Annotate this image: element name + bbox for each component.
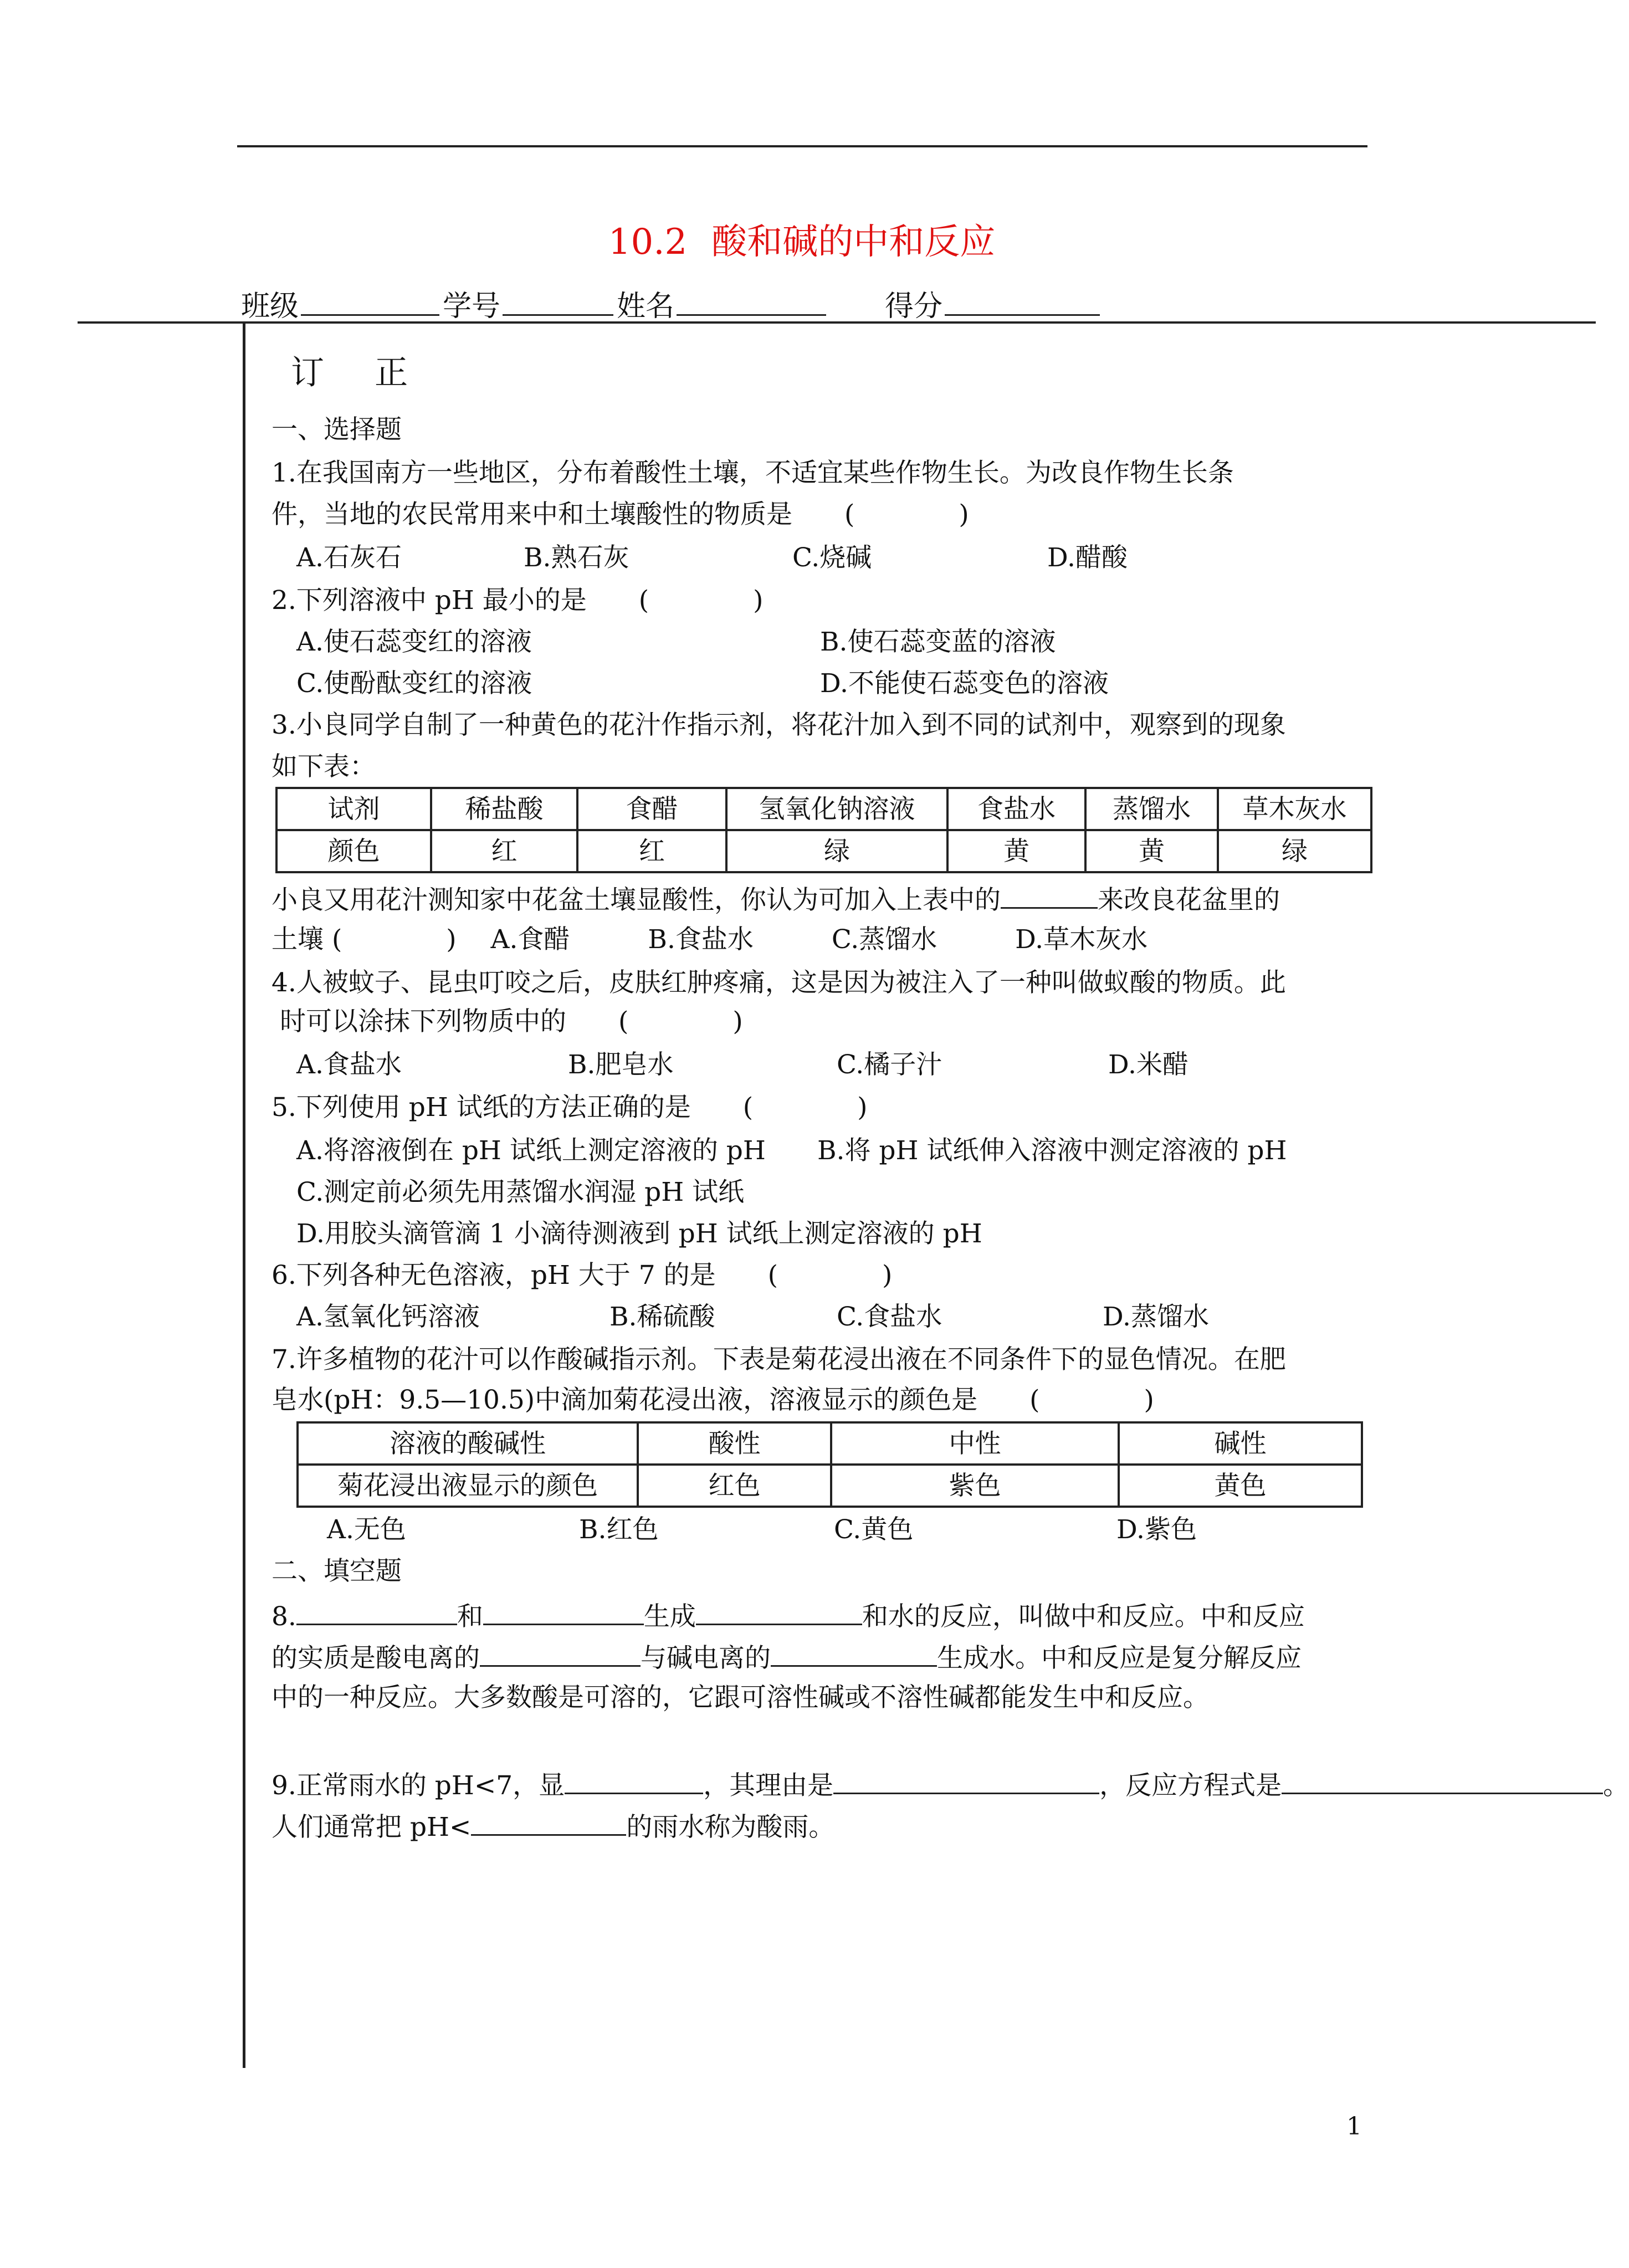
correction-margin-line: [243, 322, 245, 2068]
title-number: 10.2: [608, 222, 688, 263]
q5-option-a[interactable]: A.将溶液倒在 pH 试纸上测定溶液的 pH: [296, 1135, 766, 1166]
q2-line1: 2.下列溶液中 pH 最小的是 ( ): [272, 585, 764, 616]
q8-text-2: 和: [457, 1601, 483, 1632]
name-label: 姓名: [617, 290, 675, 323]
table-cell: 黄色: [1119, 1465, 1362, 1507]
q1-option-d[interactable]: D.醋酸: [1047, 542, 1128, 573]
table-cell: 红: [577, 830, 726, 872]
q5-option-d[interactable]: D.用胶头滴管滴 1 小滴待测液到 pH 试纸上测定溶液的 pH: [296, 1219, 982, 1249]
table-cell: 蒸馏水: [1085, 788, 1218, 830]
q9-blank-1[interactable]: [565, 1770, 703, 1794]
q9-blank-3[interactable]: [1282, 1770, 1603, 1794]
q9-line1: [272, 1770, 1629, 1799]
q9-text-4: 。: [1603, 1770, 1629, 1801]
table-cell: 溶液的酸碱性: [298, 1422, 638, 1465]
q5-line1: 5.下列使用 pH 试纸的方法正确的是 ( ): [272, 1092, 868, 1123]
q7-line2: 皂水(pH：9.5—10.5)中滴加菊花浸出液，溶液显示的颜色是 ( ): [272, 1385, 1154, 1415]
chrysanthemum-table: [296, 1421, 1363, 1508]
table-cell: 草木灰水: [1218, 788, 1371, 830]
q4-option-a[interactable]: A.食盐水: [296, 1049, 402, 1080]
table-cell: 中性: [831, 1422, 1119, 1465]
q7-option-d[interactable]: D.紫色: [1116, 1514, 1197, 1545]
top-rule: [237, 145, 1367, 147]
page-number: 1: [1346, 2112, 1362, 2141]
q1-option-b[interactable]: B.熟石灰: [524, 542, 629, 573]
q4-option-c[interactable]: C.橘子汁: [837, 1049, 942, 1080]
q7-option-c[interactable]: C.黄色: [834, 1514, 914, 1545]
q6-option-a[interactable]: A.氢氧化钙溶液: [296, 1302, 480, 1332]
score-field[interactable]: [945, 288, 1100, 316]
q2-option-b[interactable]: B.使石蕊变蓝的溶液: [820, 627, 1056, 657]
class-label: 班级: [241, 290, 299, 323]
q3-line3: [272, 885, 1280, 913]
q1-option-c[interactable]: C.烧碱: [792, 542, 872, 573]
q2-option-a[interactable]: A.使石蕊变红的溶液: [296, 627, 532, 657]
table-cell: 紫色: [831, 1465, 1119, 1507]
q2-option-c[interactable]: C.使酚酞变红的溶液: [296, 668, 532, 699]
q9-text-1: 9.正常雨水的 pH<7，显: [272, 1770, 565, 1801]
q8-line1: [272, 1601, 1305, 1630]
q3-line3-text-a: 小良又用花汁测知家中花盆土壤显酸性，你认为可加入上表中的: [272, 885, 1001, 915]
q8-blank-2[interactable]: [483, 1601, 644, 1625]
class-field[interactable]: [301, 288, 439, 316]
q5-option-c[interactable]: C.测定前必须先用蒸馏水润湿 pH 试纸: [296, 1177, 745, 1207]
q8-text-5: 的实质是酸电离的: [272, 1643, 480, 1673]
q9-line2: [272, 1812, 834, 1840]
q8-line2: [272, 1643, 1302, 1671]
table-row: [298, 1422, 1362, 1465]
q3-line3-text-b: 来改良花盆里的: [1098, 885, 1280, 915]
q8-text-7: 生成水。中和反应是复分解反应: [937, 1643, 1302, 1673]
q1-option-a[interactable]: A.石灰石: [296, 542, 402, 573]
table-cell: 氢氧化钠溶液: [726, 788, 947, 830]
table-cell: 绿: [726, 830, 947, 872]
q8-text-3: 生成: [643, 1601, 696, 1632]
table-cell: 黄: [947, 830, 1085, 872]
id-field[interactable]: [503, 288, 613, 316]
table-cell: 食醋: [577, 788, 726, 830]
table-cell: 绿: [1218, 830, 1371, 872]
score-label: 得分: [885, 290, 943, 323]
table-cell: 红: [431, 830, 577, 872]
table-cell: 黄: [1085, 830, 1218, 872]
q1-line1: 1.在我国南方一些地区，分布着酸性土壤，不适宜某些作物生长。为改良作物生长条: [272, 458, 1234, 488]
q6-line1: 6.下列各种无色溶液，pH 大于 7 的是 ( ): [272, 1260, 893, 1291]
student-info-line: [241, 283, 1103, 324]
q9-text-6: 的雨水称为酸雨。: [626, 1812, 835, 1842]
q3-line1: 3.小良同学自制了一种黄色的花汁作指示剂，将花汁加入到不同的试剂中，观察到的现象: [272, 710, 1286, 740]
id-label: 学号: [443, 290, 501, 323]
table-row: [276, 788, 1371, 830]
q7-option-a[interactable]: A.无色: [327, 1514, 406, 1545]
q6-option-b[interactable]: B.稀硫酸: [609, 1302, 715, 1332]
q8-text-4: 和水的反应，叫做中和反应。中和反应: [862, 1601, 1305, 1632]
q8-text-6: 与碱电离的: [641, 1643, 771, 1673]
table-row: [276, 830, 1371, 872]
section-choice-heading: 一、选择题: [272, 414, 402, 445]
q4-option-b[interactable]: B.肥皂水: [568, 1049, 674, 1080]
q7-line1: 7.许多植物的花汁可以作酸碱指示剂。下表是菊花浸出液在不同条件下的显色情况。在肥: [272, 1344, 1286, 1375]
q1-line2: 件，当地的农民常用来中和土壤酸性的物质是 ( ): [272, 499, 969, 530]
q8-blank-5[interactable]: [771, 1643, 937, 1667]
q3-line4: 土壤 ( ) A.食醋 B.食盐水 C.蒸馏水 D.草木灰水: [272, 924, 1148, 955]
q8-blank-3[interactable]: [696, 1601, 862, 1625]
q3-line2: 如下表：: [272, 751, 376, 782]
table-cell: 菊花浸出液显示的颜色: [298, 1465, 638, 1507]
q7-option-b[interactable]: B.红色: [579, 1514, 659, 1545]
q6-option-c[interactable]: C.食盐水: [837, 1302, 942, 1332]
q2-option-d[interactable]: D.不能使石蕊变色的溶液: [820, 668, 1109, 699]
q4-option-d[interactable]: D.米醋: [1108, 1049, 1189, 1080]
q5-option-b[interactable]: B.将 pH 试纸伸入溶液中测定溶液的 pH: [817, 1135, 1287, 1166]
table-cell: 酸性: [638, 1422, 831, 1465]
q9-blank-4[interactable]: [471, 1812, 626, 1836]
q8-text-1: 8.: [272, 1601, 296, 1632]
table-row: [298, 1465, 1362, 1507]
q9-text-2: ，其理由是: [703, 1770, 834, 1801]
name-field[interactable]: [677, 288, 826, 316]
q6-option-d[interactable]: D.蒸馏水: [1103, 1302, 1209, 1332]
q4-line1: 4.人被蚊子、昆虫叮咬之后，皮肤红肿疼痛，这是因为被注入了一种叫做蚁酸的物质。此: [272, 967, 1286, 998]
margin-rule: [78, 321, 1596, 324]
q9-text-5: 人们通常把 pH<: [272, 1812, 472, 1842]
table-cell: 稀盐酸: [431, 788, 577, 830]
q9-text-3: ，反应方程式是: [1099, 1770, 1282, 1801]
page-title: [0, 213, 1604, 264]
table-cell: 碱性: [1119, 1422, 1362, 1465]
section-fill-heading: 二、填空题: [272, 1556, 402, 1586]
table-cell: 颜色: [276, 830, 431, 872]
q8-line3: 中的一种反应。大多数酸是可溶的，它跟可溶性碱或不溶性碱都能发生中和反应。: [272, 1682, 1209, 1713]
q9-blank-2[interactable]: [833, 1770, 1099, 1794]
title-text: 酸和碱的中和反应: [711, 222, 996, 263]
q3-answer-blank[interactable]: [1001, 885, 1098, 909]
q8-blank-4[interactable]: [480, 1643, 641, 1667]
q4-line2: 时可以涂抹下列物质中的 ( ): [280, 1006, 743, 1037]
q8-blank-1[interactable]: [296, 1601, 457, 1625]
table-cell: 食盐水: [947, 788, 1085, 830]
table-cell: 红色: [638, 1465, 831, 1507]
correction-heading: 订 正: [291, 354, 428, 392]
indicator-table: [275, 787, 1372, 873]
table-cell: 试剂: [276, 788, 431, 830]
